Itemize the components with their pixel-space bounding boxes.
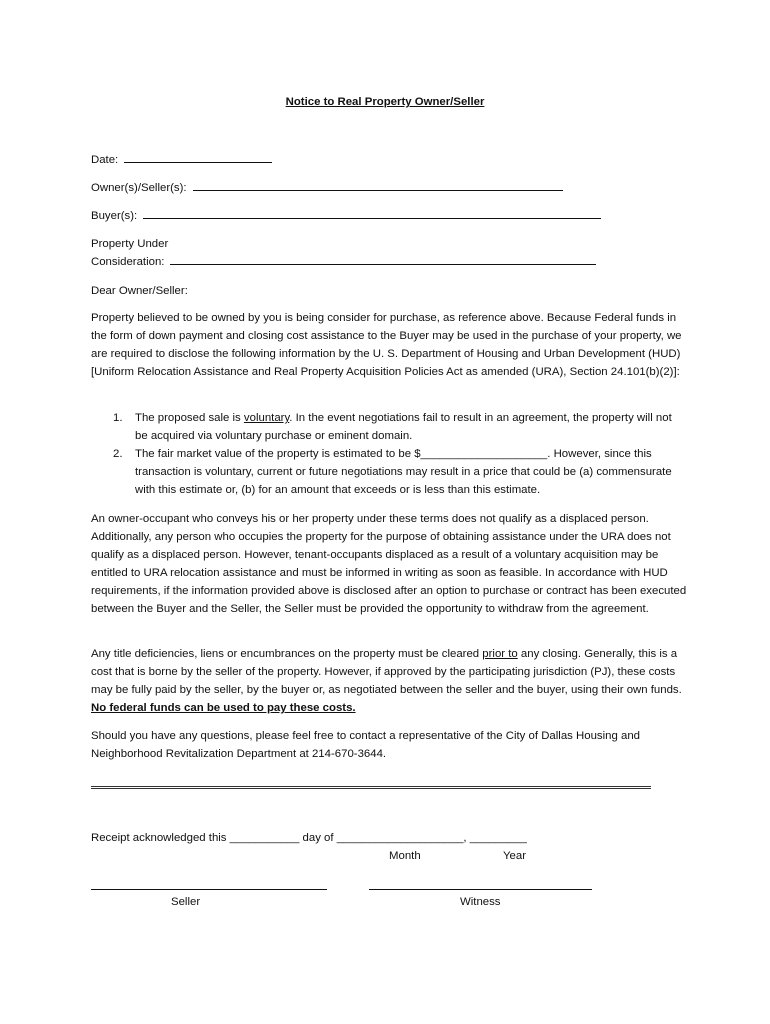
owner-blank[interactable] bbox=[193, 178, 563, 191]
seller-label: Seller bbox=[171, 896, 201, 908]
property-blank[interactable] bbox=[170, 252, 596, 265]
buyer-field bbox=[91, 206, 601, 225]
divider-rule bbox=[91, 786, 651, 789]
page-title: Notice to Real Property Owner/Seller bbox=[285, 96, 485, 108]
date-field bbox=[91, 150, 272, 169]
property-field bbox=[91, 252, 596, 271]
list-number: 1. bbox=[113, 412, 123, 424]
buyer-blank[interactable] bbox=[143, 206, 601, 219]
owner-field bbox=[91, 178, 563, 197]
witness-signature-line[interactable] bbox=[369, 889, 592, 890]
witness-label: Witness bbox=[460, 896, 501, 908]
month-blank[interactable]: ____________________ bbox=[336, 832, 464, 844]
title-deficiencies-paragraph: Any title deficiencies, liens or encumbrances on the property must be cleared prior to any closing. Generally, this is a cost that is borne by the seller of the property. However, if approved by the participating jurisdiction (PJ), these costs may be fully paid by the seller, by the buyer or, as negotiated between the seller and the buyer, using their own funds. No federal funds can be used to pay these costs. bbox=[91, 648, 682, 714]
date-blank[interactable] bbox=[124, 150, 272, 163]
intro-paragraph: Property believed to be owned by you is being consider for purchase, as reference above. Because Federal funds in the form of down payment and closing cost assistance to the Buyer may be used in the purchase of your property, we are required to disclose the following information by the U. S. Department of Housing and Urban Development (HUD) [Uniform Relocation Assistance and Real Property Acquisition Policies Act as amended (URA), Section 24.101(b)(2)]: bbox=[91, 312, 682, 378]
year-label: Year bbox=[503, 850, 527, 862]
date-label: Date: bbox=[91, 154, 119, 166]
day-blank[interactable]: ___________ bbox=[229, 832, 300, 844]
receipt-line: Receipt acknowledged this ___________ day of ____________________, _________ bbox=[91, 832, 527, 844]
contact-paragraph: Should you have any questions, please feel free to contact a representative of the City of Dallas Housing and Neighborhood Revitalization Department at 214-670-3644. bbox=[91, 730, 640, 760]
no-federal-funds-notice: No federal funds can be used to pay these costs. bbox=[91, 702, 356, 714]
list-text: The proposed sale is voluntary. In the event negotiations fail to result in an agreement, the property will not be acquired via voluntary purchase or eminent domain. bbox=[135, 412, 672, 442]
value-blank[interactable]: ____________________ bbox=[420, 448, 548, 460]
property-label-line2: Consideration: bbox=[91, 256, 165, 268]
month-label: Month bbox=[389, 850, 421, 862]
owner-label: Owner(s)/Seller(s): bbox=[91, 182, 187, 194]
displaced-person-paragraph: An owner-occupant who conveys his or her property under these terms does not qualify as a displaced person. Additionally, any person who occupies the property for the purpose of obtaining assistance under the URA does not qualify as a displaced person. However, tenant-occupants displaced as a result of a voluntary acquisition may be entitled to URA relocation assistance and must be informed in writing as soon as feasible. In accordance with HUD requirements, if the information provided above is disclosed after an option to purchase or contract has been executed between the Buyer and the Seller, the Seller must be provided the opportunity to withdraw from the agreement. bbox=[91, 513, 687, 615]
property-label-line1: Property Under bbox=[91, 238, 169, 250]
list-number: 2. bbox=[113, 448, 123, 460]
buyer-label: Buyer(s): bbox=[91, 210, 138, 222]
seller-signature-line[interactable] bbox=[91, 889, 327, 890]
salutation: Dear Owner/Seller: bbox=[91, 285, 188, 297]
list-text: The fair market value of the property is estimated to be $____________________. However, since this transaction is voluntary, current or future negotiations may result in a price that could be (a) commensurate with this estimate or, (b) for an amount that exceeds or is less than this estimate. bbox=[135, 448, 672, 496]
year-blank[interactable]: _________ bbox=[469, 832, 527, 844]
